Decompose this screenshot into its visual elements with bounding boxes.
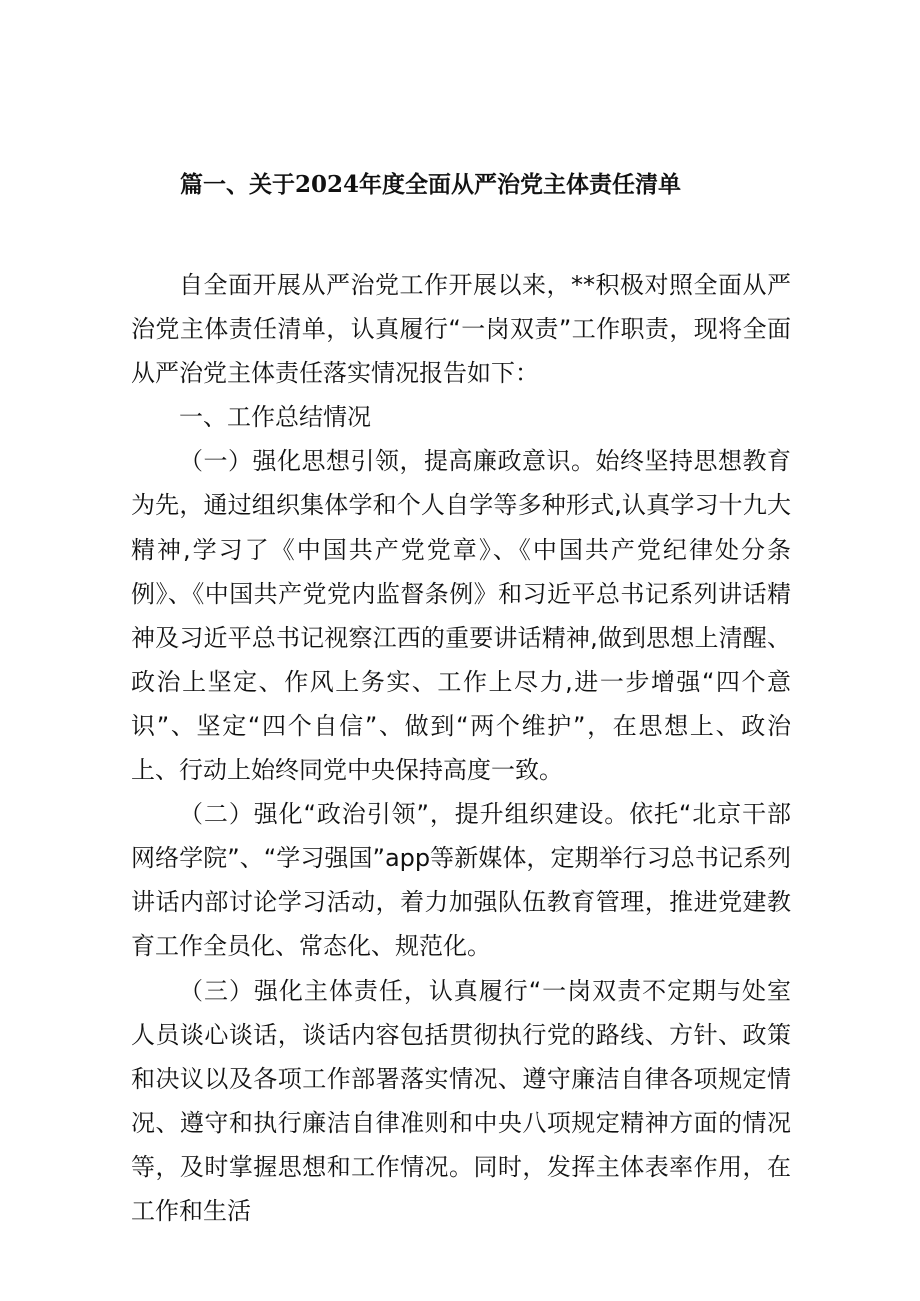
paragraph-ideological-guidance: （一）强化思想引领，提高廉政意识。始终坚持思想教育为先，通过组织集体学和个人自学等多种形式,认真学习十九大精神,学习了《中国共产党党章》、《中国共产党纪律处分条例》、《中国共产党党内监督条例》和习近平总书记系列讲话精神及习近平总书记视察江西的重要讲话精神,做到思想上清醒、政治上坚定、作风上务实、工作上尽力,进一步增强“四个意识”、坚定“四个自信”、做到“两个维护”，在思想上、政治上、行动上始终同党中央保持高度一致。 — [131, 447, 791, 785]
section-heading-work-summary: 一、工作总结情况 — [179, 403, 371, 432]
intro-paragraph: 自全面开展从严治党工作开展以来，**积极对照全面从严治党主体责任清单，认真履行“一岗双责”工作职责，现将全面从严治党主体责任落实情况报告如下： — [131, 271, 791, 388]
paragraph-political-guidance: （二）强化“政治引领”，提升组织建设。依托“北京干部网络学院”、“学习强国”app等新媒体，定期举行习总书记系列讲话内部讨论学习活动，着力加强队伍教育管理，推进党建教育工作全员化、常态化、规范化。 — [131, 800, 791, 961]
document-body — [131, 263, 791, 1233]
document-title: 篇一、关于2024年度全面从严治党主体责任清单 — [180, 171, 682, 198]
paragraph-main-responsibility: （三）强化主体责任，认真履行“一岗双责不定期与处室人员谈心谈话，谈话内容包括贯彻执行党的路线、方针、政策和决议以及各项工作部署落实情况、遵守廉洁自律各项规定情况、遵守和执行廉洁自律准则和中央八项规定精神方面的情况等，及时掌握思想和工作情况。同时，发挥主体表率作用，在工作和生活 — [131, 976, 791, 1225]
